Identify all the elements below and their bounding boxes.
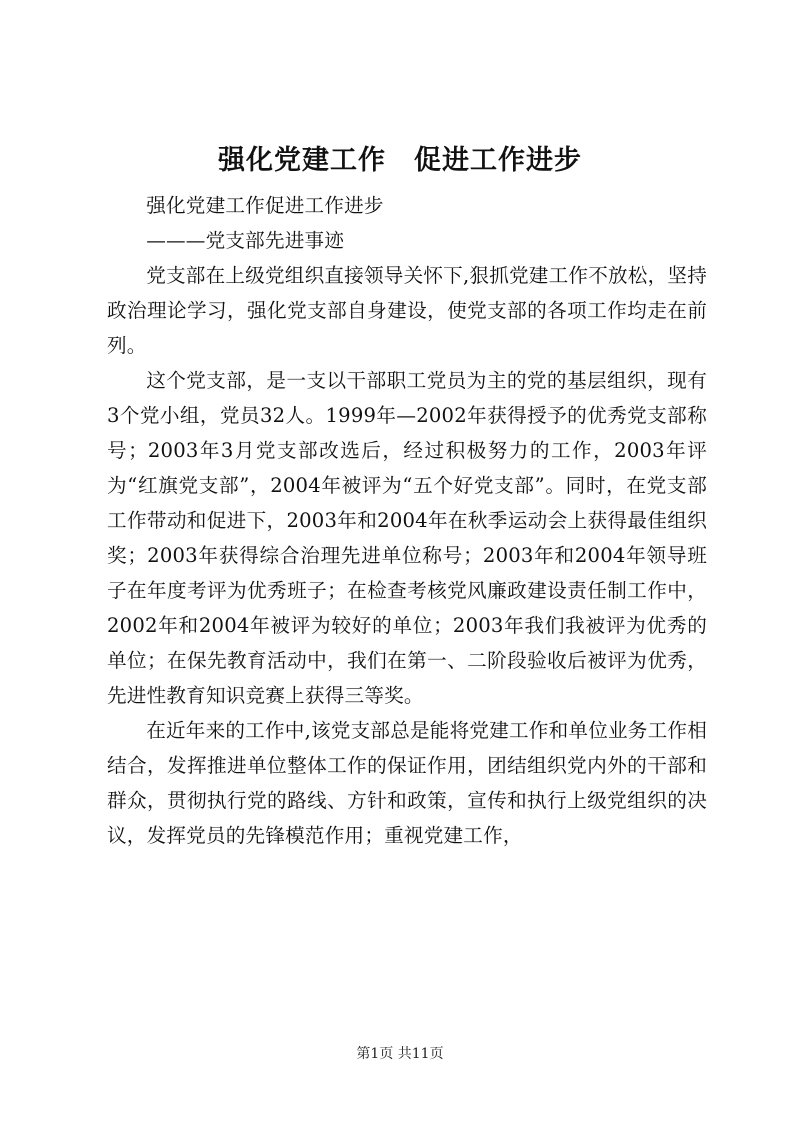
paragraph-3: 在近年来的工作中,该党支部总是能将党建工作和单位业务工作相结合，发挥推进单位整体工作的保证作用，团结组织党内外的干部和群众，贯彻执行党的路线、方针和政策，宣传和执行上级党组织的决议，发挥党员的先锋模范作用；重视党建工作， <box>107 719 707 847</box>
document-title: 强化党建工作 促进工作进步 <box>218 145 582 176</box>
subtitle: 强化党建工作促进工作进步 <box>146 194 384 217</box>
document-body <box>107 188 707 853</box>
byline: ———党支部先进事迹 <box>146 229 345 252</box>
paragraph-1: 党支部在上级党组织直接领导关怀下,狠抓党建工作不放松，坚持政治理论学习，强化党支部自身建设，使党支部的各项工作均走在前列。 <box>107 264 707 357</box>
paragraph-2: 这个党支部，是一支以干部职工党员为主的党的基层组织，现有3个党小组，党员32人。1999年—2002年获得授予的优秀党支部称号；2003年3月党支部改选后，经过积极努力的工作，2003年评为“红旗党支部”，2004年被评为“五个好党支部”。同时，在党支部工作带动和促进下，2003年和2004年在秋季运动会上获得最佳组织奖；2003年获得综合治理先进单位称号；2003年和2004年领导班子在年度考评为优秀班子；在检查考核党风廉政建设责任制工作中，2002年和2004年被评为较好的单位；2003年我们我被评为优秀的单位；在保先教育活动中，我们在第一、二阶段验收后被评为优秀，先进性教育知识竞赛上获得三等奖。 <box>107 369 707 707</box>
page-footer: 第1页 共11页 <box>356 1046 444 1062</box>
